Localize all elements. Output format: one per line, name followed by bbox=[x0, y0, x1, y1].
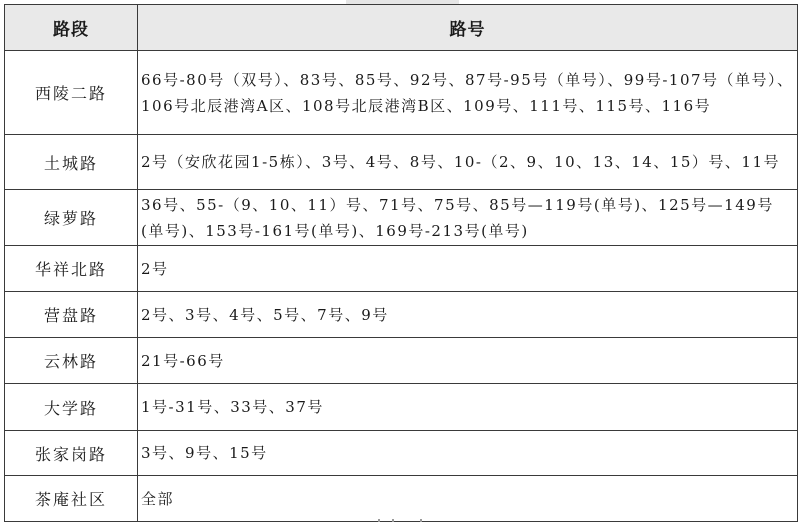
road-name-cell: 大学路 bbox=[5, 384, 138, 431]
road-name-cell: 绿萝路 bbox=[5, 190, 138, 246]
road-numbers-cell: 2号 bbox=[138, 246, 798, 292]
road-name-cell: 张家岗路 bbox=[5, 431, 138, 476]
road-name-cell: 西陵二路 bbox=[5, 51, 138, 135]
road-numbers-cell: 66号-80号（双号）、83号、85号、92号、87号-95号（单号）、99号-107号（单号）、106号北辰港湾A区、108号北辰港湾B区、109号、111号、115号、116号 bbox=[138, 51, 798, 135]
road-numbers-cell: 全部 bbox=[138, 476, 798, 522]
road-name-cell: 茶庵社区 bbox=[5, 476, 138, 522]
header-road-number: 路号 bbox=[138, 5, 798, 51]
table-row bbox=[5, 338, 798, 384]
road-numbers-cell: 2号（安欣花园1-5栋）、3号、4号、8号、10-（2、9、10、13、14、15）号、11号 bbox=[138, 135, 798, 190]
table-row bbox=[5, 292, 798, 338]
header-road-section: 路段 bbox=[5, 5, 138, 51]
scan-dot bbox=[392, 519, 394, 522]
table-row bbox=[5, 135, 798, 190]
table-row bbox=[5, 476, 798, 522]
road-name-cell: 土城路 bbox=[5, 135, 138, 190]
road-numbers-cell: 1号-31号、33号、37号 bbox=[138, 384, 798, 431]
scan-dot bbox=[378, 519, 380, 522]
table-row bbox=[5, 246, 798, 292]
road-numbers-cell: 21号-66号 bbox=[138, 338, 798, 384]
road-numbers-cell: 3号、9号、15号 bbox=[138, 431, 798, 476]
table-row bbox=[5, 431, 798, 476]
road-numbers-cell: 2号、3号、4号、5号、7号、9号 bbox=[138, 292, 798, 338]
table-row bbox=[5, 51, 798, 135]
scan-artifact-bottom bbox=[368, 519, 428, 523]
road-numbers-cell: 36号、55-（9、10、11）号、71号、75号、85号—119号(单号)、125号—149号(单号)、153号-161号(单号)、169号-213号(单号) bbox=[138, 190, 798, 246]
table-header-row bbox=[5, 5, 798, 51]
road-name-cell: 营盘路 bbox=[5, 292, 138, 338]
scan-dot bbox=[420, 519, 422, 522]
road-number-table bbox=[4, 4, 798, 522]
table-row bbox=[5, 190, 798, 246]
road-name-cell: 华祥北路 bbox=[5, 246, 138, 292]
road-name-cell: 云林路 bbox=[5, 338, 138, 384]
table-row bbox=[5, 384, 798, 431]
